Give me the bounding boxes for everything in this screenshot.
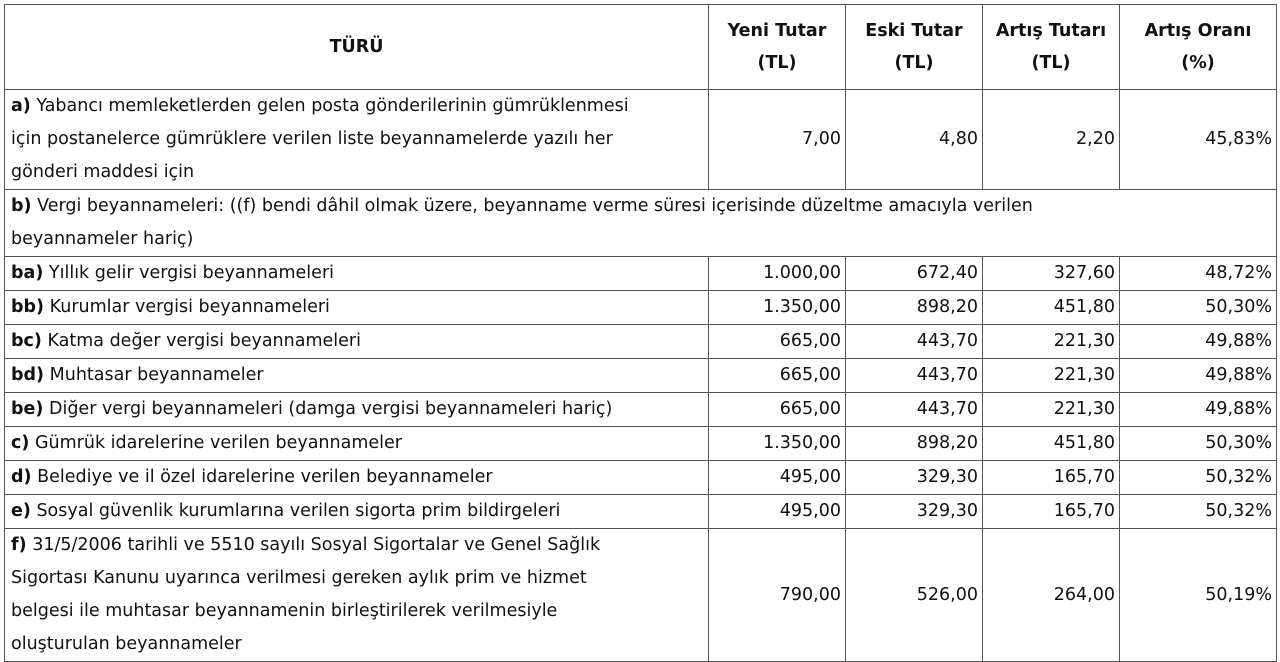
table-row: [5, 359, 1277, 393]
description-line: Gümrük idarelerine verilen beyannameler: [34, 433, 402, 453]
row-description: [5, 393, 709, 427]
increase-rate: 45,83%: [1120, 90, 1277, 190]
increase-rate: 49,88%: [1120, 393, 1277, 427]
old-amount: 329,30: [846, 495, 983, 529]
row-description: [5, 427, 709, 461]
row-code: a): [11, 96, 31, 116]
table-row: [5, 190, 1277, 257]
increase-amount: 264,00: [983, 529, 1120, 662]
increase-rate: 50,32%: [1120, 461, 1277, 495]
description-line: Katma değer vergisi beyannameleri: [47, 331, 361, 351]
new-amount: 495,00: [709, 495, 846, 529]
row-description: [5, 257, 709, 291]
description-line: için postanelerce gümrüklere verilen liste beyannamelerde yazılı her: [11, 129, 613, 149]
old-amount: 443,70: [846, 393, 983, 427]
header-type: TÜRÜ: [5, 5, 709, 90]
row-code: f): [11, 535, 27, 555]
increase-amount: 451,80: [983, 291, 1120, 325]
row-description: [5, 359, 709, 393]
description-line: Yıllık gelir vergisi beyannameleri: [48, 263, 334, 283]
description-line: beyannameler hariç): [11, 229, 194, 249]
description-line: 31/5/2006 tarihli ve 5510 sayılı Sosyal Sigortalar ve Genel Sağlık: [32, 535, 601, 555]
description-line: Yabancı memleketlerden gelen posta gönderilerinin gümrüklenmesi: [36, 96, 629, 116]
table-row: [5, 90, 1277, 190]
increase-rate: 50,32%: [1120, 495, 1277, 529]
row-description: [5, 190, 1277, 257]
increase-amount: 221,30: [983, 325, 1120, 359]
increase-rate: 50,19%: [1120, 529, 1277, 662]
old-amount: 443,70: [846, 359, 983, 393]
old-amount: 526,00: [846, 529, 983, 662]
table-row: [5, 495, 1277, 529]
new-amount: 1.000,00: [709, 257, 846, 291]
table-row: [5, 461, 1277, 495]
old-amount: 443,70: [846, 325, 983, 359]
old-amount: 4,80: [846, 90, 983, 190]
increase-amount: 2,20: [983, 90, 1120, 190]
table-row: [5, 427, 1277, 461]
description-line: Sigortası Kanunu uyarınca verilmesi gereken aylık prim ve hizmet: [11, 568, 587, 588]
new-amount: 1.350,00: [709, 427, 846, 461]
increase-rate: 48,72%: [1120, 257, 1277, 291]
row-code: b): [11, 196, 32, 216]
increase-amount: 221,30: [983, 393, 1120, 427]
new-amount: 665,00: [709, 325, 846, 359]
table-row: [5, 291, 1277, 325]
row-description: [5, 495, 709, 529]
description-line: Sosyal güvenlik kurumlarına verilen sigorta prim bildirgeleri: [36, 501, 561, 521]
row-code: be): [11, 399, 44, 419]
row-code: bc): [11, 331, 42, 351]
row-description: [5, 461, 709, 495]
increase-amount: 327,60: [983, 257, 1120, 291]
old-amount: 672,40: [846, 257, 983, 291]
new-amount: 1.350,00: [709, 291, 846, 325]
description-line: Kurumlar vergisi beyannameleri: [49, 297, 330, 317]
table-row: [5, 257, 1277, 291]
row-description: [5, 325, 709, 359]
new-amount: 790,00: [709, 529, 846, 662]
description-line: belgesi ile muhtasar beyannamenin birleştirilerek verilmesiyle: [11, 601, 558, 621]
description-line: oluşturulan beyannameler: [11, 634, 242, 654]
row-code: c): [11, 433, 30, 453]
description-line: gönderi maddesi için: [11, 162, 195, 182]
table-row: [5, 325, 1277, 359]
increase-amount: 221,30: [983, 359, 1120, 393]
description-line: Vergi beyannameleri: ((f) bendi dâhil olmak üzere, beyanname verme süresi içerisinde düzeltme amacıyla verilen: [37, 196, 1033, 216]
table-row: [5, 393, 1277, 427]
new-amount: 495,00: [709, 461, 846, 495]
increase-rate: 49,88%: [1120, 325, 1277, 359]
row-code: ba): [11, 263, 44, 283]
header-old-amount: Eski Tutar (TL): [846, 5, 983, 90]
increase-rate: 49,88%: [1120, 359, 1277, 393]
increase-amount: 165,70: [983, 495, 1120, 529]
increase-amount: 165,70: [983, 461, 1120, 495]
header-increase-rate: Artış Oranı (%): [1120, 5, 1277, 90]
new-amount: 7,00: [709, 90, 846, 190]
new-amount: 665,00: [709, 393, 846, 427]
old-amount: 329,30: [846, 461, 983, 495]
description-line: Diğer vergi beyannameleri (damga vergisi beyannameleri hariç): [48, 399, 613, 419]
header-increase-amount: Artış Tutarı (TL): [983, 5, 1120, 90]
new-amount: 665,00: [709, 359, 846, 393]
row-description: [5, 291, 709, 325]
table-row: [5, 529, 1277, 662]
row-description: [5, 90, 709, 190]
row-code: e): [11, 501, 31, 521]
row-code: d): [11, 467, 32, 487]
row-description: [5, 529, 709, 662]
increase-rate: 50,30%: [1120, 291, 1277, 325]
old-amount: 898,20: [846, 427, 983, 461]
old-amount: 898,20: [846, 291, 983, 325]
fee-table: [4, 4, 1277, 662]
row-code: bd): [11, 365, 45, 385]
header-new-amount: Yeni Tutar (TL): [709, 5, 846, 90]
increase-rate: 50,30%: [1120, 427, 1277, 461]
description-line: Belediye ve il özel idarelerine verilen beyannameler: [37, 467, 493, 487]
header-row: [5, 5, 1277, 90]
increase-amount: 451,80: [983, 427, 1120, 461]
description-line: Muhtasar beyannameler: [49, 365, 264, 385]
row-code: bb): [11, 297, 45, 317]
